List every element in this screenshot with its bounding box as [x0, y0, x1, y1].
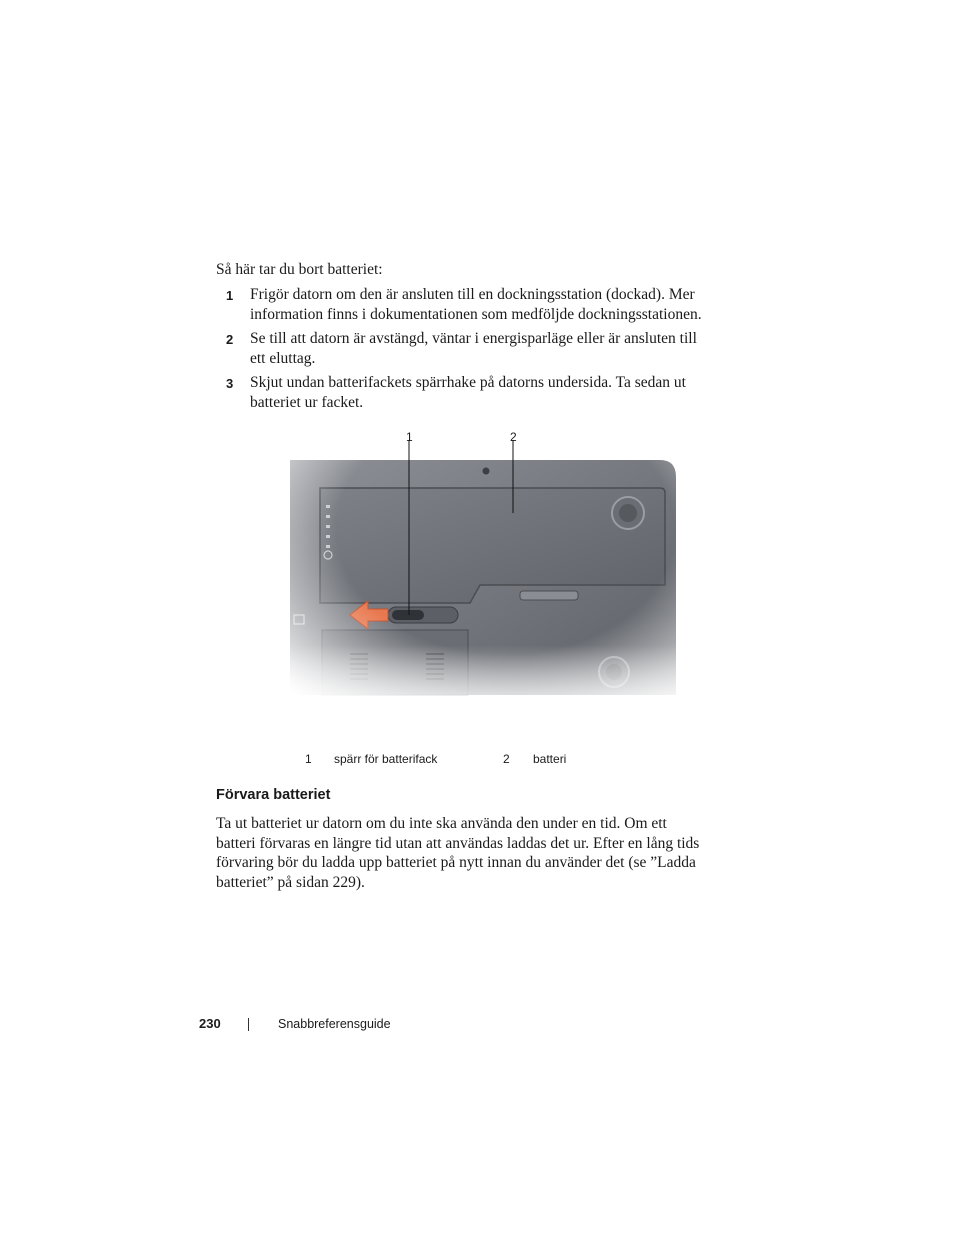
step-number: 1	[226, 288, 234, 303]
step-item	[216, 329, 716, 368]
legend-number-2: 2	[503, 752, 510, 766]
steps-list	[216, 285, 716, 417]
section-paragraph: Ta ut batteriet ur datorn om du inte ska använda den under en tid. Om ett batteri förvaras en längre tid utan att användas laddas det ur. Efter en lång tids förvaring bör du ladda upp batteriet på nytt innan du använder det (se ”Ladda batteriet” på sidan 229).	[216, 815, 700, 891]
step-text: Skjut undan batterifackets spärrhake på datorns undersida. Ta sedan ut batteriet ur facket.	[250, 374, 686, 411]
intro-text: Så här tar du bort batteriet:	[216, 261, 383, 278]
footer-title: Snabbreferensguide	[278, 1017, 391, 1031]
laptop-underside-illustration	[280, 425, 690, 725]
step-item	[216, 373, 716, 412]
step-text: Frigör datorn om den är ansluten till en dockningsstation (dockad). Mer information finns i dokumentationen som medföljde dockningsstationen.	[250, 286, 702, 323]
step-number: 3	[226, 376, 234, 391]
step-text: Se till att datorn är avstängd, väntar i energisparläge eller är ansluten till ett eluttag.	[250, 330, 697, 367]
section-heading: Förvara batteriet	[216, 787, 331, 803]
footer-divider	[248, 1018, 249, 1031]
legend-number-1: 1	[305, 752, 312, 766]
legend-label-2: batteri	[533, 752, 567, 766]
step-number: 2	[226, 332, 234, 347]
step-item	[216, 285, 716, 324]
page-number: 230	[199, 1016, 221, 1031]
legend-label-1: spärr för batterifack	[334, 752, 438, 766]
